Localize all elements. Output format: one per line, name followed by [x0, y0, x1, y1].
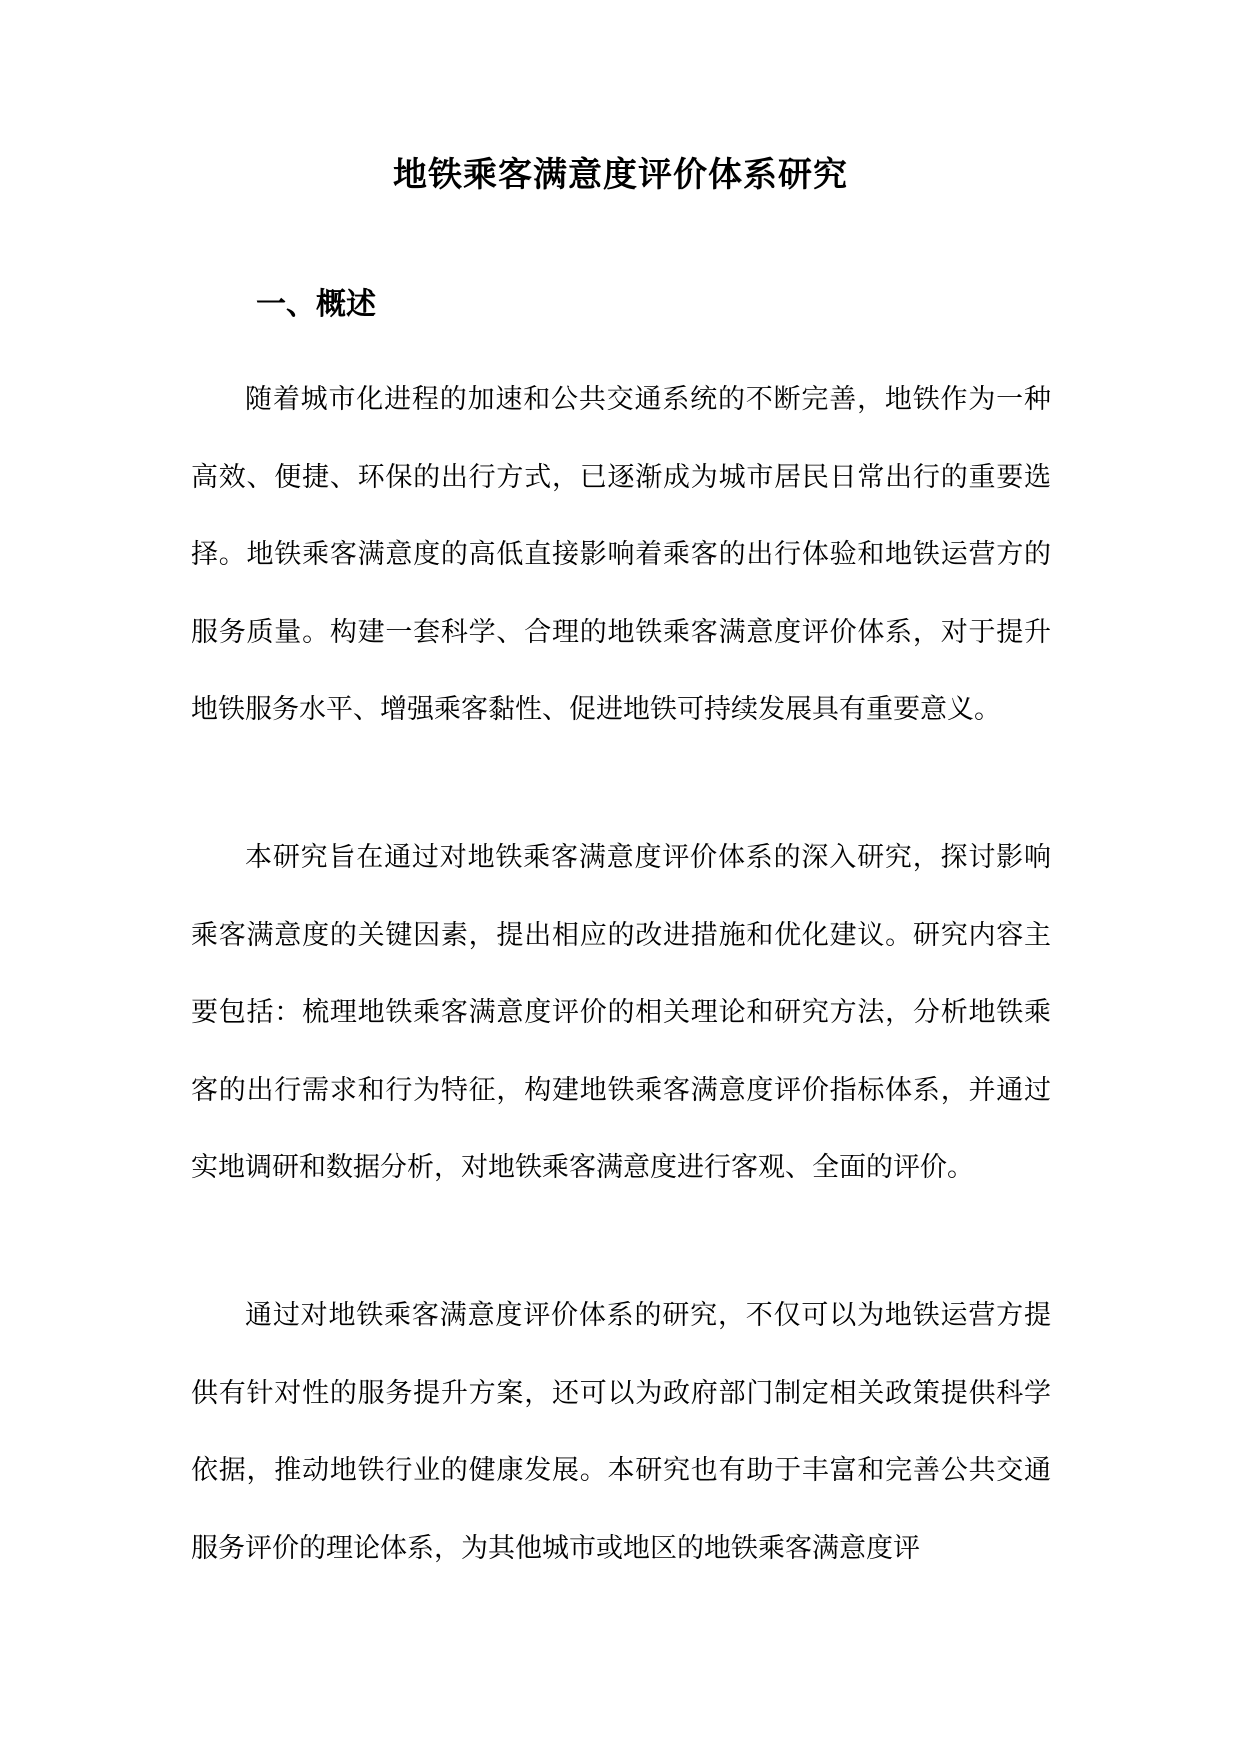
section-heading-overview: 一、概述 — [256, 287, 376, 322]
paragraph: 通过对地铁乘客满意度评价体系的研究，不仅可以为地铁运营方提供有针对性的服务提升方案，还可以为政府部门制定相关政策提供科学依据，推动地铁行业的健康发展。本研究也有助于丰富和完善公共交通服务评价的理论体系，为其他城市或地区的地铁乘客满意度评 — [191, 1300, 1051, 1564]
document-title: 地铁乘客满意度评价体系研究 — [393, 155, 848, 195]
paragraph: 本研究旨在通过对地铁乘客满意度评价体系的深入研究，探讨影响乘客满意度的关键因素，提出相应的改进措施和优化建议。研究内容主要包括：梳理地铁乘客满意度评价的相关理论和研究方法，分析地铁乘客的出行需求和行为特征，构建地铁乘客满意度评价指标体系，并通过实地调研和数据分析，对地铁乘客满意度进行客观、全面的评价。 — [191, 842, 1051, 1183]
paragraph: 随着城市化进程的加速和公共交通系统的不断完善，地铁作为一种高效、便捷、环保的出行方式，已逐渐成为城市居民日常出行的重要选择。地铁乘客满意度的高低直接影响着乘客的出行体验和地铁运营方的服务质量。构建一套科学、合理的地铁乘客满意度评价体系，对于提升地铁服务水平、增强乘客黏性、促进地铁可持续发展具有重要意义。 — [191, 384, 1051, 725]
